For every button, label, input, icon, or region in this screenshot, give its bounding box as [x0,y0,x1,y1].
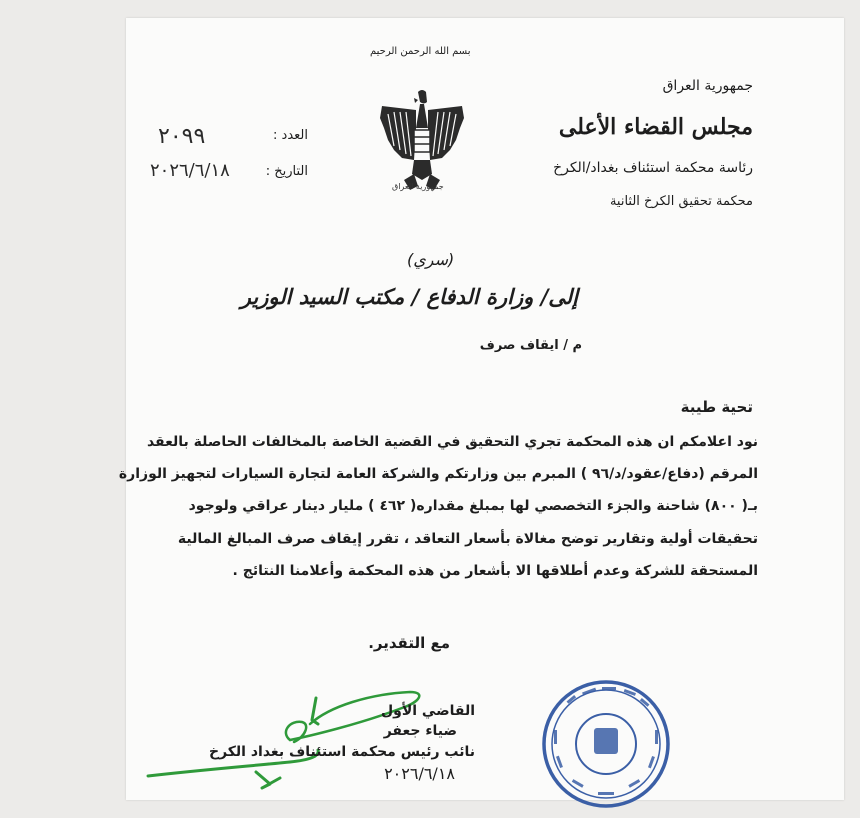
investigation-court: محكمة تحقيق الكرخ الثانية [609,194,753,209]
body-line: نود اعلامكم ان هذه المحكمة تجري التحقيق في القضية الخاصة بالمخالفات الحاصلة بالعقد [146,434,758,450]
emblem-caption: جمهورية العراق [392,182,444,191]
recipient-line: إلى/ وزارة الدفاع / مكتب السيد الوزير [240,284,578,309]
court-presidency: رئاسة محكمة استئناف بغداد/الكرخ [553,160,753,176]
council-name: مجلس القضاء الأعلى [558,114,753,140]
body-line: تحقيقات أولية وتقارير توضح مغالاة بأسعار التعاقد ، تقرر إيقاف صرف المبالغ المالية [177,531,758,547]
signatory-title: القاضي الأول [380,703,475,719]
closing-text: مع التقدير. [368,634,450,652]
reference-number [158,126,308,156]
signature-date: ٢٠٢٦/٦/١٨ [384,764,455,783]
court-stamp-icon [532,670,680,818]
greeting: تحية طيبة [680,398,753,416]
date-label: التاريخ : [265,164,308,179]
body-line: بـ( ٨٠٠) شاحنة والجزء التخصصي لها بمبلغ مقداره( ٤٦٢ ) مليار دينار عراقي ولوجود [188,498,758,514]
classification-label: (سري) [407,250,455,269]
number-value: ٢٠٩٩ [158,124,206,149]
signatory-position: نائب رئيس محكمة استئناف بغداد الكرخ [208,744,475,760]
signatory-name: ضياء جعفر [383,723,457,739]
subject-line: م / ايقاف صرف [479,338,582,353]
date-value: ٢٠٢٦/٦/١٨ [150,160,230,181]
country-name: جمهورية العراق [662,78,753,94]
number-label: العدد : [273,128,308,143]
body-line: المرقم (دفاع/عقود/د/٩٦ ) المبرم بين وزارتكم والشركة العامة لتجارة السيارات لتجهيز الوزارة [118,466,758,482]
basmala: بسم الله الرحمن الرحيم [370,46,471,57]
body-line: المستحقة للشركة وعدم أطلاقها الا بأشعار من هذه المحكمة وأعلامنا النتائج . [232,563,758,579]
reference-date [150,160,308,190]
